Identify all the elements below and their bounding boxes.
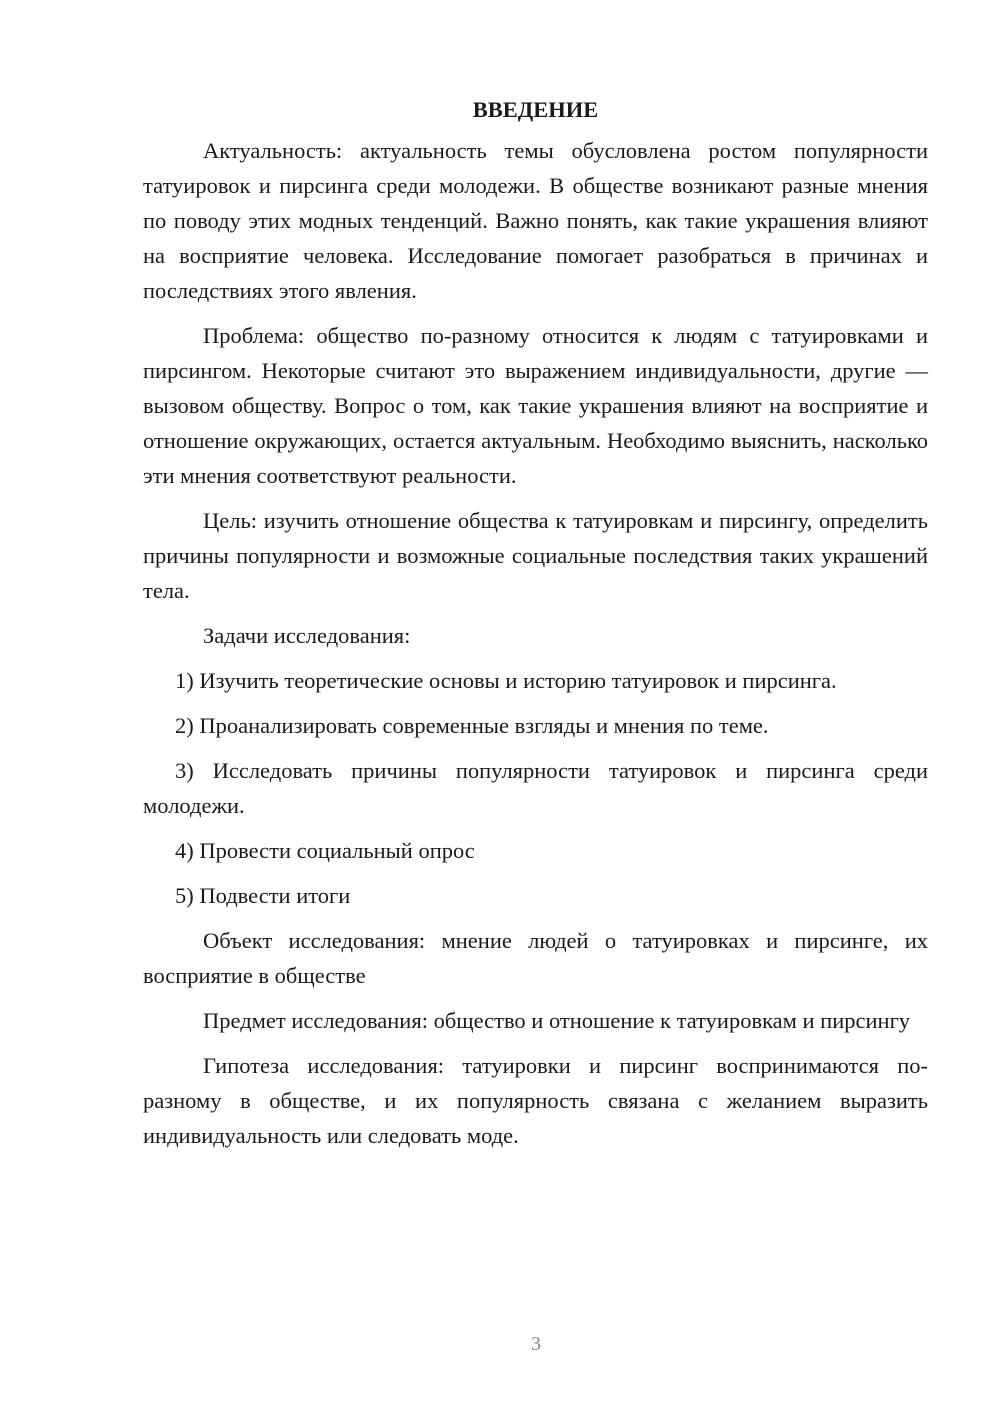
page-number: 3 xyxy=(531,1333,541,1355)
relevance-paragraph: Актуальность: актуальность темы обусловлена ростом популярности татуировок и пирсинга среди молодежи. В обществе возникают разные мнения по поводу этих модных тенденций. Важно понять, как такие украшения влияют на восприятие человека. Исследование помогает разобраться в причинах и последствиях этого явления. xyxy=(143,138,928,303)
task-item: 2) Проанализировать современные взгляды и мнения по теме. xyxy=(175,713,769,738)
object-paragraph: Объект исследования: мнение людей о татуировках и пирсинге, их восприятие в обществе xyxy=(143,928,928,988)
subject-paragraph: Предмет исследования: общество и отношение к татуировкам и пирсингу xyxy=(203,1008,911,1033)
problem-paragraph: Проблема: общество по-разному относится к людям с татуировками и пирсингом. Некоторые считают это выражением индивидуальности, другие — вызовом обществу. Вопрос о том, как такие украшения влияют на восприятие и отношение окружающих, остается актуальным. Необходимо выяснить, насколько эти мнения соответствуют реальности. xyxy=(143,323,928,488)
tasks-list xyxy=(143,663,928,913)
task-item: 4) Провести социальный опрос xyxy=(175,838,475,863)
task-item: 5) Подвести итоги xyxy=(175,883,351,908)
page-content xyxy=(143,92,928,1163)
hypothesis-paragraph: Гипотеза исследования: татуировки и пирсинг воспринимаются по-разному в обществе, и их популярность связана с желанием выразить индивидуальность или следовать моде. xyxy=(143,1053,928,1148)
task-item: 3) Исследовать причины популярности татуировок и пирсинга среди молодежи. xyxy=(143,758,928,818)
task-item: 1) Изучить теоретические основы и историю татуировок и пирсинга. xyxy=(175,668,837,693)
tasks-heading: Задачи исследования: xyxy=(203,623,411,648)
goal-paragraph: Цель: изучить отношение общества к татуировкам и пирсингу, определить причины популярности и возможные социальные последствия таких украшений тела. xyxy=(143,508,928,603)
section-title: ВВЕДЕНИЕ xyxy=(472,97,599,122)
